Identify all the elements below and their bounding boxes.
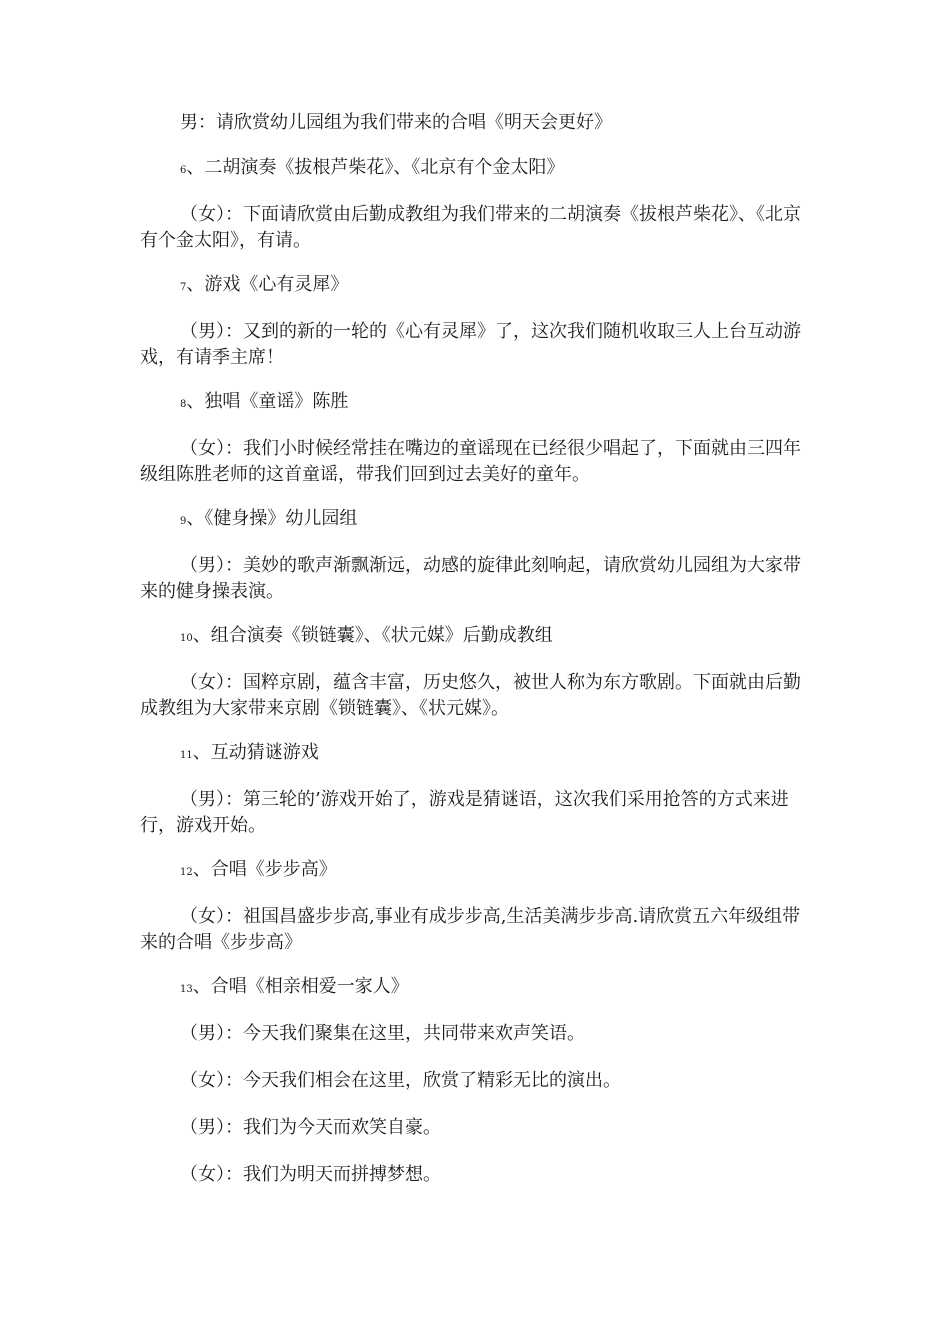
- item-separator: 、: [186, 391, 205, 412]
- program-item-title: [140, 857, 810, 886]
- host-line: （男）：美妙的歌声渐飘渐远，动感的旋律此刻响起，请欣赏幼儿园组为大家带来的健身操表演。: [140, 555, 801, 602]
- item-separator: 、: [186, 157, 205, 178]
- host-line: （女）：国粹京剧，蕴含丰富，历史悠久，被世人称为东方歌剧。下面就由后勤成教组为大家带来京剧《锁链囊》、《状元媒》。: [140, 672, 801, 719]
- program-item-title: [140, 506, 810, 535]
- item-number: 10: [180, 633, 193, 644]
- program-item-title: [140, 272, 810, 301]
- host-line: （女）：下面请欣赏由后勤成教组为我们带来的二胡演奏《拔根芦柴花》、《北京有个金太阳》，有请。: [140, 204, 801, 251]
- item-title: 合唱《相亲相爱一家人》: [210, 976, 409, 997]
- item-title: 合唱《步步高》: [210, 859, 337, 880]
- item-title: 《健身操》幼儿园组: [204, 508, 358, 529]
- item-number: 11: [180, 750, 193, 761]
- program-item-title: [140, 974, 810, 1003]
- closing-line: （男）：我们为今天而欢笑自豪。: [180, 1117, 441, 1138]
- item-separator: 、: [186, 274, 205, 295]
- item-separator: 、: [192, 625, 211, 646]
- item-title: 组合演奏《锁链囊》、《状元媒》后勤成教组: [210, 625, 553, 646]
- closing-line: （女）：今天我们相会在这里，欣赏了精彩无比的演出。: [180, 1070, 621, 1091]
- host-line: （女）：我们小时候经常挂在嘴边的童谣现在已经很少唱起了，下面就由三四年级组陈胜老师的这首童谣，带我们回到过去美好的童年。: [140, 438, 801, 485]
- item-number: 8: [180, 399, 187, 410]
- program-item-title: [140, 155, 810, 184]
- item-title: 游戏《心有灵犀》: [204, 274, 349, 295]
- item-number: 7: [180, 282, 187, 293]
- host-line: （男）：又到的新的一轮的《心有灵犀》了，这次我们随机收取三人上台互动游戏，有请季主席！: [140, 321, 801, 368]
- intro-line: 男：请欣赏幼儿园组为我们带来的合唱《明天会更好》: [180, 112, 612, 133]
- item-separator: 、: [186, 508, 205, 529]
- closing-line: （女）：我们为明天而拼搏梦想。: [180, 1164, 441, 1185]
- program-item-title: [140, 740, 810, 769]
- program-item-title: [140, 623, 810, 652]
- item-title: 独唱《童谣》陈胜: [204, 391, 349, 412]
- item-title: 互动猜谜游戏: [210, 742, 319, 763]
- item-separator: 、: [192, 976, 211, 997]
- program-item-title: [140, 389, 810, 418]
- item-number: 6: [180, 165, 187, 176]
- item-number: 12: [180, 867, 193, 878]
- host-line: （男）：第三轮的’游戏开始了，游戏是猜谜语，这次我们采用抢答的方式来进行，游戏开始。: [140, 789, 789, 836]
- item-separator: 、: [192, 859, 211, 880]
- item-number: 9: [180, 516, 187, 527]
- item-number: 13: [180, 984, 193, 995]
- item-separator: 、: [192, 742, 211, 763]
- host-line: （女）：祖国昌盛步步高,事业有成步步高,生活美满步步高.请欣赏五六年级组带来的合唱《步步高》: [140, 906, 801, 953]
- closing-line: （男）：今天我们聚集在这里，共同带来欢声笑语。: [180, 1023, 585, 1044]
- item-title: 二胡演奏《拔根芦柴花》、《北京有个金太阳》: [204, 157, 565, 178]
